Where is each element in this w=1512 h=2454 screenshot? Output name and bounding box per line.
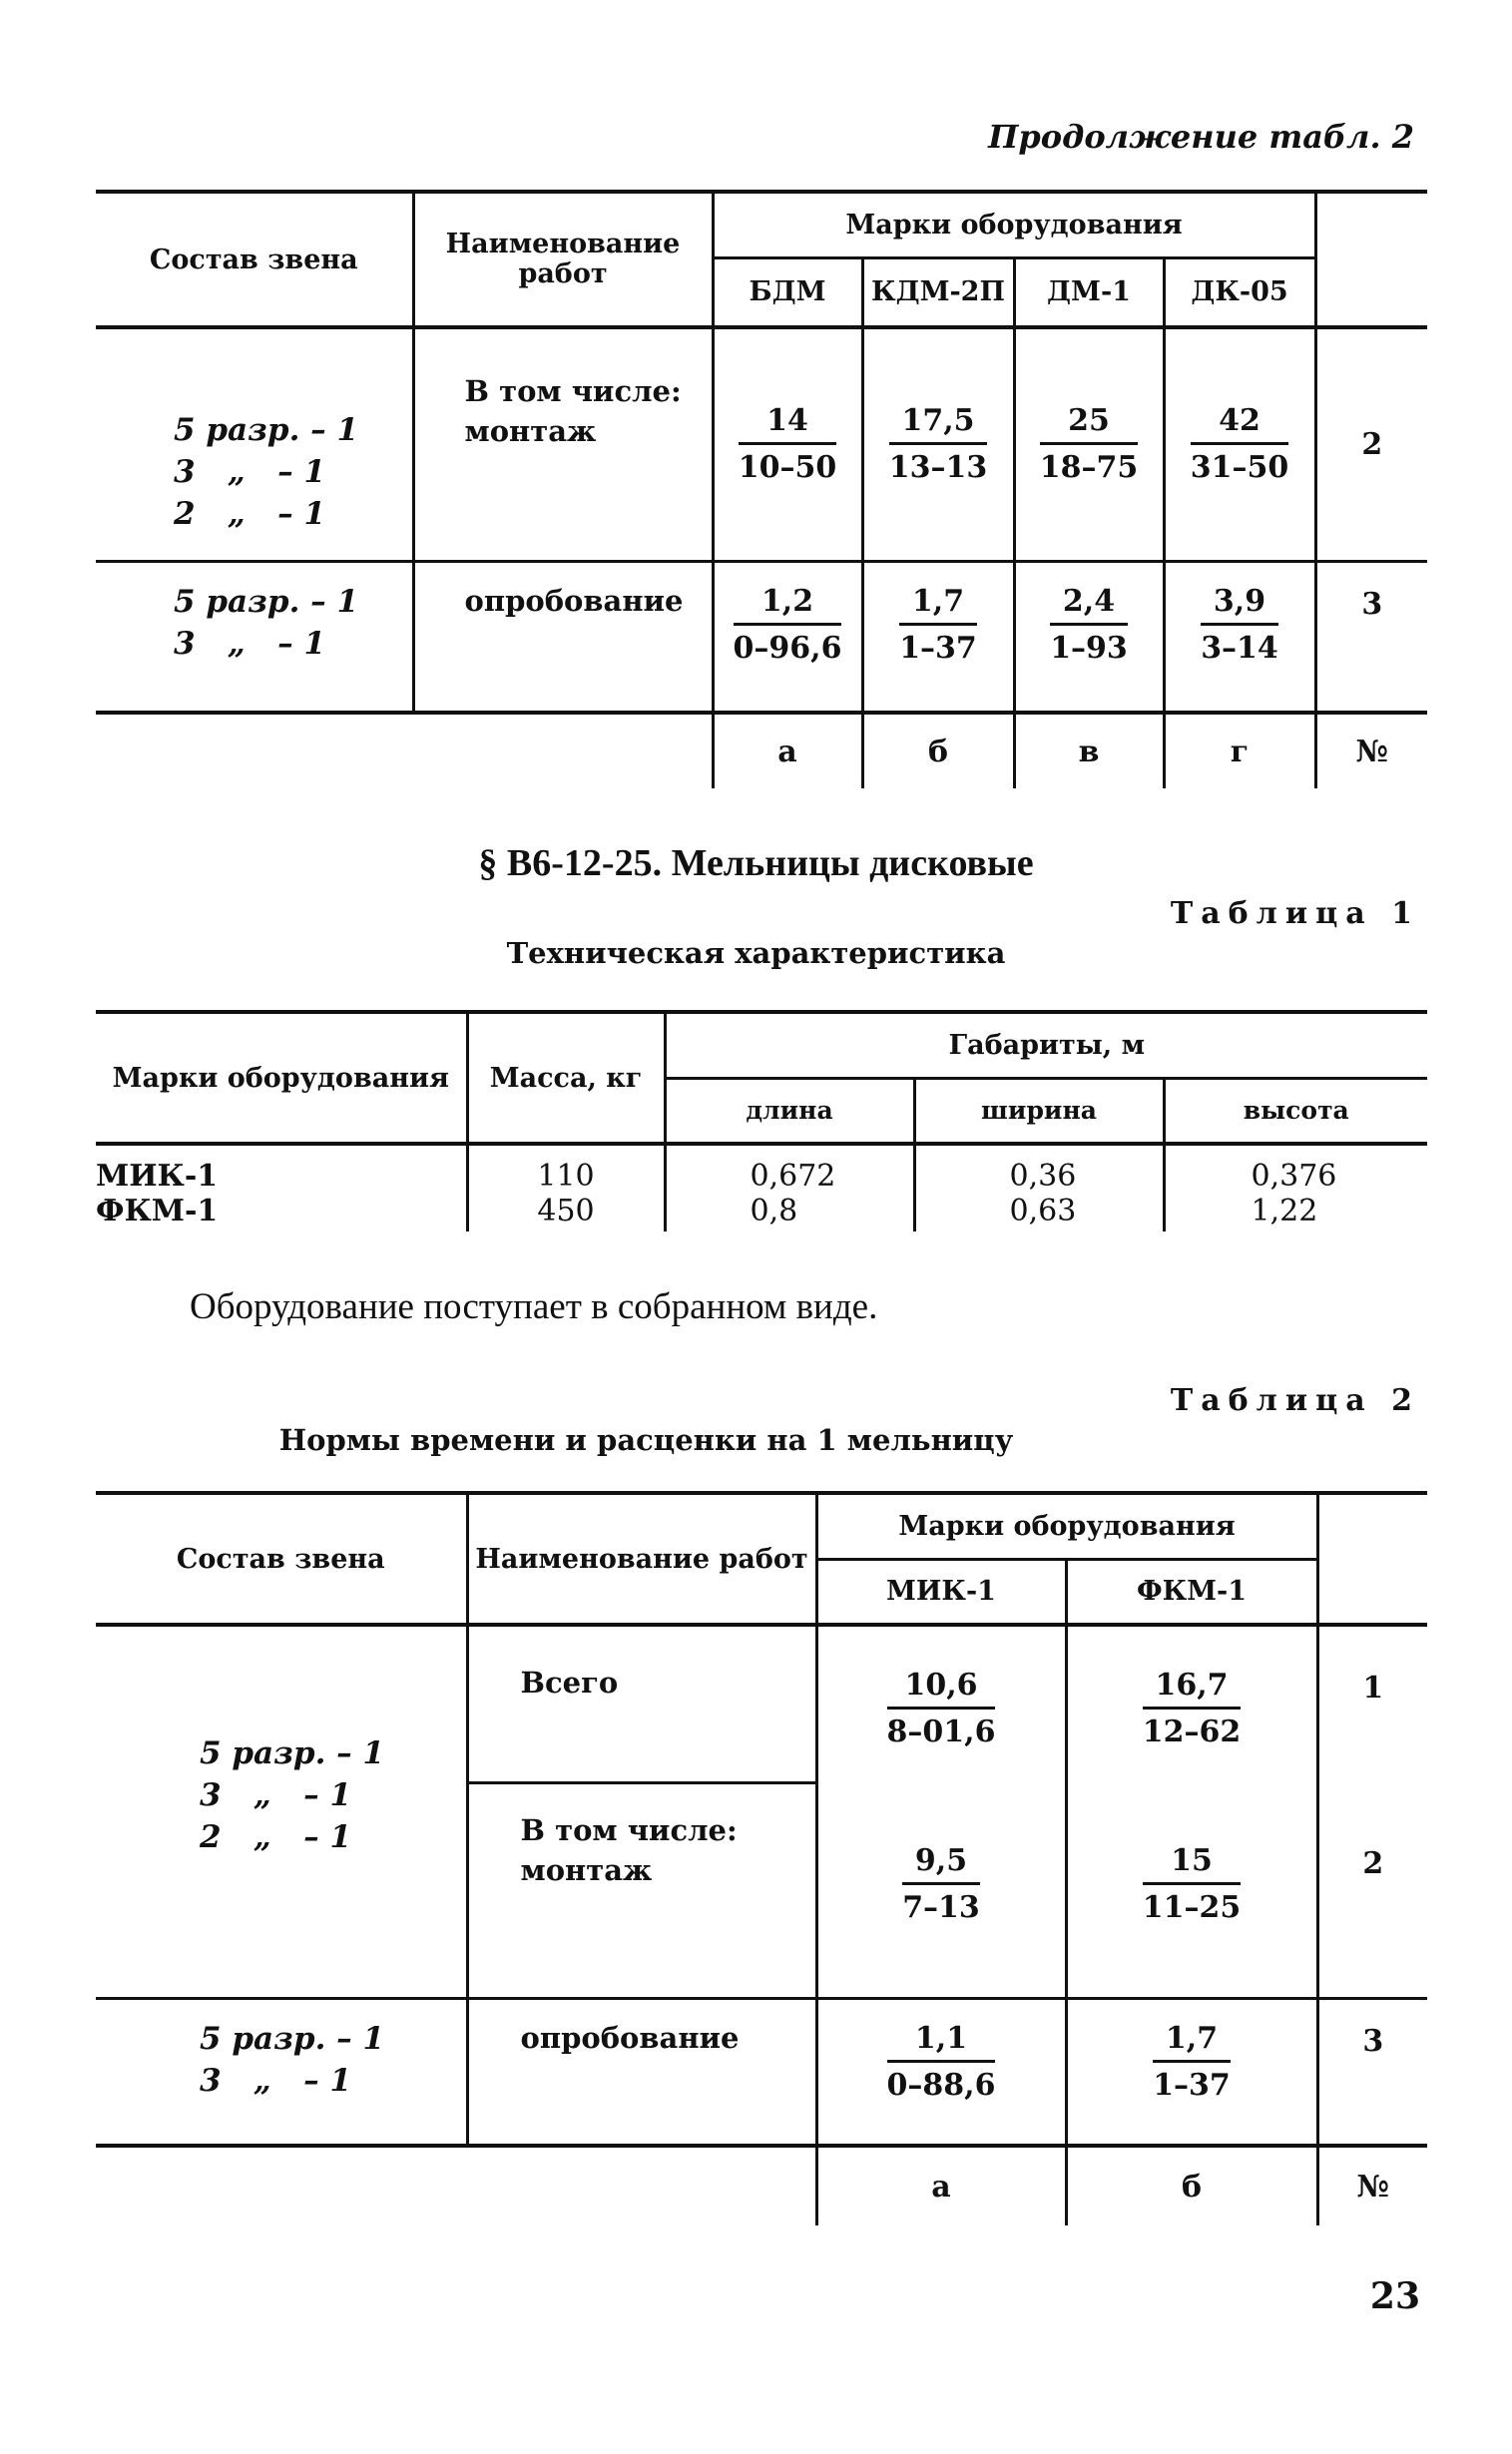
col-bdm: БДМ (713, 257, 862, 327)
header-mass: Масса, кг (467, 1012, 665, 1144)
norm-value: 1,1 (887, 2024, 996, 2063)
width-cell: 0,63 (914, 1194, 1164, 1231)
mass-cell: 110 (467, 1144, 665, 1194)
header-dimensions: Габариты, м (665, 1012, 1427, 1078)
norm-value: 2,4 (1050, 587, 1128, 626)
footer-num: № (1315, 713, 1427, 788)
rate-value: 1–93 (1050, 630, 1128, 666)
norm-value: 10,6 (887, 1671, 996, 1710)
value-cell (713, 561, 862, 713)
value-cell (816, 1625, 1066, 1782)
rate-value: 13–13 (888, 449, 988, 485)
crew-line: 5 разр. – 1 (174, 583, 359, 620)
col-length: длина (665, 1078, 914, 1144)
col-dk05: ДК-05 (1164, 257, 1315, 327)
footer-empty (467, 2146, 816, 2225)
col-kdm2p: КДМ-2П (862, 257, 1014, 327)
rate-value: 1–37 (899, 630, 977, 666)
footer-letter: а (816, 2146, 1066, 2225)
section-title: § В6-12-25. Мельницы дисковые (478, 842, 1034, 884)
work-name: монтаж (464, 414, 597, 448)
norm-value: 14 (739, 406, 837, 445)
col-mik1: МИК-1 (816, 1559, 1066, 1625)
height-cell: 1,22 (1251, 1194, 1318, 1228)
length-cell: 0,672 (665, 1144, 914, 1194)
rate-value: 0–96,6 (733, 630, 842, 666)
brand-cell: МИК-1 (96, 1144, 467, 1194)
crew-cell (96, 561, 413, 713)
norm-value: 3,9 (1201, 587, 1278, 626)
table-caption-2: Нормы времени и расценки на 1 мельницу (278, 1423, 1014, 1457)
norm-value: 17,5 (889, 406, 988, 445)
norm-value: 1,2 (734, 587, 842, 626)
table-label-1: Таблица 1 (1170, 896, 1420, 931)
row-number: 3 (1361, 586, 1383, 622)
brand-cell: ФКМ-1 (96, 1194, 467, 1231)
row-number: 2 (1315, 327, 1427, 561)
crew-line: 2 „ – 1 (174, 496, 326, 532)
value-cell (816, 1782, 1066, 1998)
row-number: 3 (1362, 2023, 1384, 2059)
value-cell (1164, 561, 1315, 713)
work-name: опробование (520, 2020, 740, 2055)
value-cell (1164, 327, 1315, 561)
mill-norms-table (96, 1491, 1427, 2225)
header-brands: Марки оборудования (816, 1493, 1317, 1559)
rate-value: 8–01,6 (886, 1715, 996, 1749)
crew-line: 5 разр. – 1 (174, 412, 359, 448)
norm-value: 1,7 (1153, 2024, 1231, 2063)
rate-value: 7–13 (902, 1890, 980, 1925)
value-cell (1066, 1782, 1317, 1998)
footer-letter: б (1066, 2146, 1317, 2225)
work-cell (413, 327, 713, 561)
footer-empty (96, 2146, 467, 2225)
work-prefix: В том числе: (520, 1812, 738, 1847)
col-dm1: ДМ-1 (1014, 257, 1164, 327)
page-number: 23 (1369, 2275, 1420, 2317)
crew-line: 3 „ – 1 (174, 625, 326, 662)
value-cell (816, 1998, 1066, 2146)
norm-value: 9,5 (902, 1846, 980, 1885)
header-num (1315, 192, 1427, 327)
footer-letter: г (1164, 713, 1315, 788)
footer-letter: б (862, 713, 1014, 788)
rate-value: 3–14 (1201, 630, 1278, 666)
crew-cell (96, 1998, 467, 2146)
rate-value: 11–25 (1142, 1890, 1242, 1925)
header-crew: Состав звена (96, 1493, 467, 1625)
height-cell: 0,376 (1251, 1159, 1337, 1194)
work-name: опробование (464, 583, 684, 618)
row-number: 2 (1317, 1782, 1427, 1998)
header-crew: Состав звена (96, 192, 413, 327)
rate-value: 31–50 (1190, 449, 1289, 485)
header-work: Наименование работ (413, 192, 713, 327)
header-work: Наименование работ (467, 1493, 816, 1625)
col-width: ширина (914, 1078, 1164, 1144)
footer-letter: в (1014, 713, 1164, 788)
rate-value: 10–50 (738, 449, 837, 485)
norm-value: 42 (1191, 406, 1289, 445)
value-cell (713, 327, 862, 561)
footer-letter: а (713, 713, 862, 788)
tech-spec-table (96, 1010, 1427, 1231)
header-brands: Марки оборудования (713, 192, 1315, 257)
rate-value: 0–88,6 (886, 2067, 996, 2103)
crew-line: 3 „ – 1 (200, 2062, 352, 2099)
length-cell: 0,8 (665, 1194, 914, 1231)
work-cell (413, 561, 713, 713)
value-cell (862, 561, 1014, 713)
table-caption-1: Техническая характеристика (506, 936, 1006, 970)
norm-value: 25 (1040, 406, 1139, 445)
crew-line: 3 „ – 1 (174, 454, 326, 490)
continuation-label: Продолжение табл. 2 (988, 118, 1414, 156)
value-cell (1066, 1625, 1317, 1782)
work-prefix: В том числе: (464, 374, 682, 408)
work-cell (467, 1625, 816, 1782)
work-cell (467, 1782, 816, 1998)
crew-cell (96, 1625, 467, 1998)
crew-line: 5 разр. – 1 (200, 1735, 385, 1771)
header-num (1317, 1493, 1427, 1625)
footer-empty (413, 713, 713, 788)
norm-value: 16,7 (1143, 1671, 1242, 1710)
col-fkm1: ФКМ-1 (1066, 1559, 1317, 1625)
footer-num: № (1317, 2146, 1427, 2225)
crew-line: 3 „ – 1 (200, 1777, 352, 1813)
value-cell (1066, 1998, 1317, 2146)
rate-value: 18–75 (1039, 449, 1139, 485)
value-cell (1014, 327, 1164, 561)
value-cell (862, 327, 1014, 561)
norm-value: 15 (1143, 1846, 1242, 1885)
rate-value: 12–62 (1142, 1715, 1242, 1749)
rate-value: 1–37 (1153, 2067, 1231, 2103)
work-name: монтаж (520, 1852, 653, 1887)
assembly-note: Оборудование поступает в собранном виде. (190, 1286, 878, 1327)
mass-cell: 450 (467, 1194, 665, 1231)
norm-value: 1,7 (899, 587, 977, 626)
col-height: высота (1164, 1078, 1427, 1144)
crew-line: 5 разр. – 1 (200, 2020, 385, 2057)
row-number: 1 (1362, 1671, 1384, 1706)
crew-line: 2 „ – 1 (200, 1819, 352, 1855)
header-brands: Марки оборудования (96, 1012, 467, 1144)
work-name: Всего (520, 1666, 619, 1700)
work-cell (467, 1998, 816, 2146)
value-cell (1014, 561, 1164, 713)
footer-empty (96, 713, 413, 788)
width-cell: 0,36 (914, 1144, 1164, 1194)
table-label-2: Таблица 2 (1170, 1383, 1420, 1418)
norms-table-continuation (96, 190, 1427, 788)
crew-cell (96, 327, 413, 561)
